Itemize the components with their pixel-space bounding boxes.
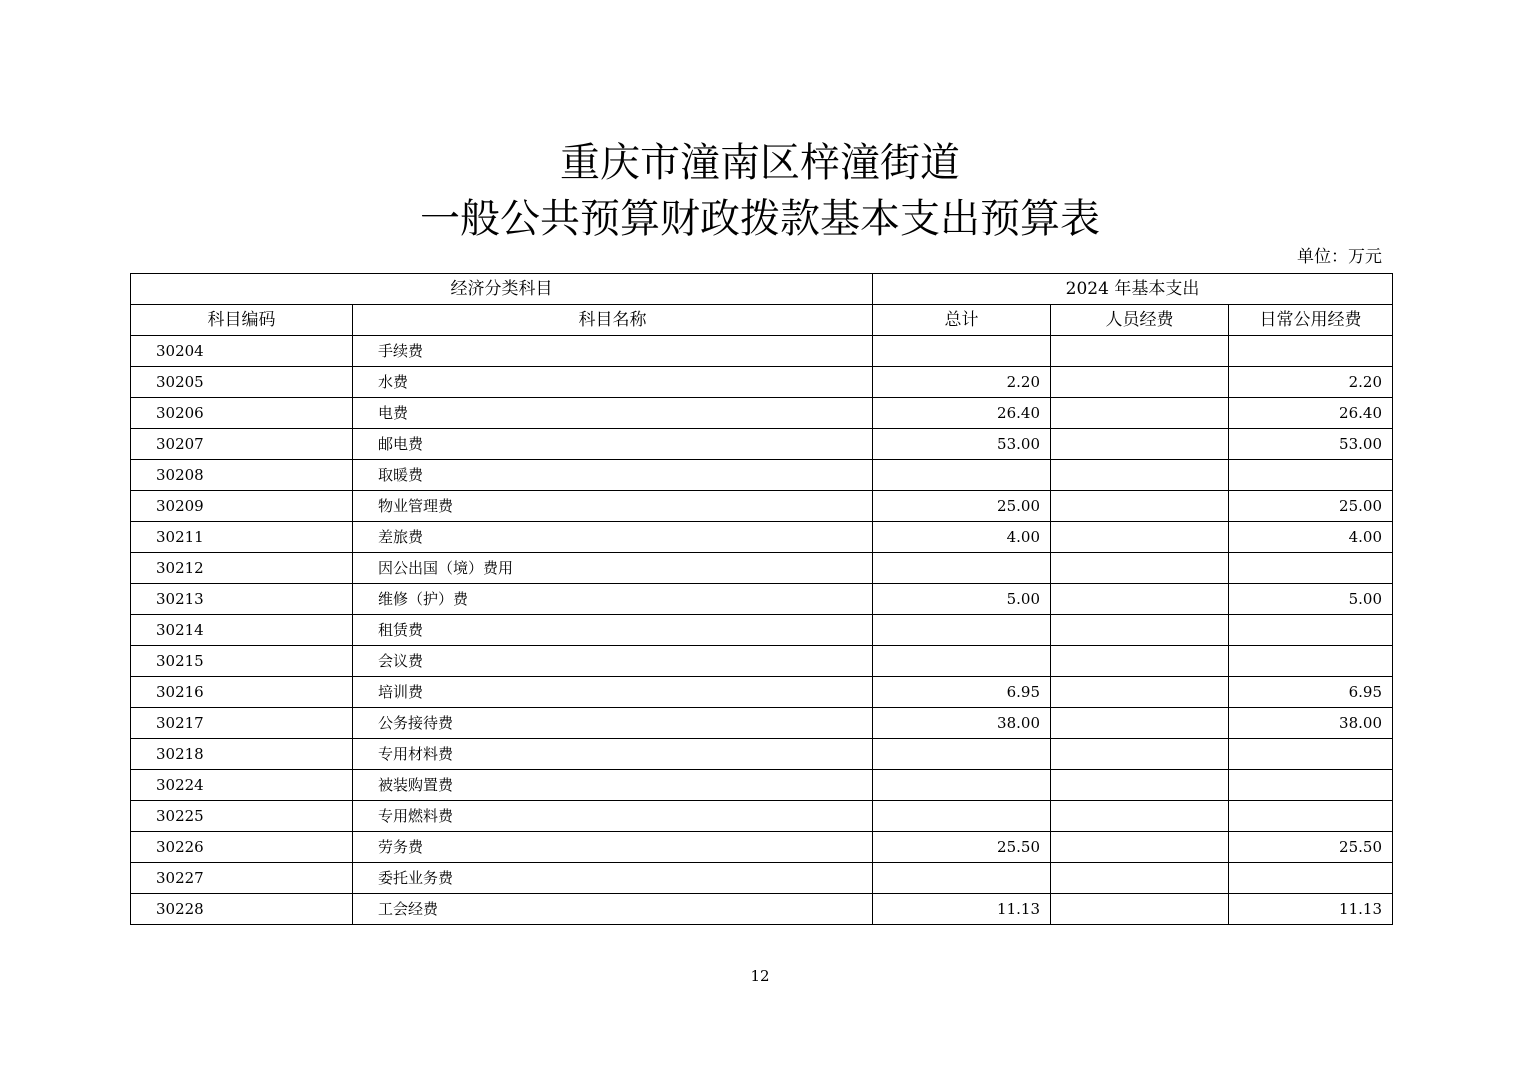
- cell-public: [1229, 615, 1393, 646]
- cell-total: 26.40: [873, 398, 1051, 429]
- cell-name: 被装购置费: [353, 770, 873, 801]
- cell-code: 30217: [131, 708, 353, 739]
- table-row: [131, 801, 1393, 832]
- cell-total: [873, 336, 1051, 367]
- header-public: 日常公用经费: [1229, 305, 1393, 336]
- table-row: [131, 615, 1393, 646]
- cell-personnel: [1051, 832, 1229, 863]
- cell-code: 30207: [131, 429, 353, 460]
- cell-total: [873, 863, 1051, 894]
- cell-public: 53.00: [1229, 429, 1393, 460]
- cell-name: 差旅费: [353, 522, 873, 553]
- table-row: [131, 367, 1393, 398]
- table-row: [131, 646, 1393, 677]
- cell-code: 30225: [131, 801, 353, 832]
- cell-personnel: [1051, 584, 1229, 615]
- header-name: 科目名称: [353, 305, 873, 336]
- cell-personnel: [1051, 429, 1229, 460]
- cell-code: 30213: [131, 584, 353, 615]
- unit-label: 单位：万元: [1297, 247, 1382, 267]
- cell-code: 30218: [131, 739, 353, 770]
- cell-code: 30215: [131, 646, 353, 677]
- cell-name: 委托业务费: [353, 863, 873, 894]
- cell-public: [1229, 863, 1393, 894]
- cell-personnel: [1051, 770, 1229, 801]
- cell-name: 专用材料费: [353, 739, 873, 770]
- cell-public: [1229, 336, 1393, 367]
- cell-total: [873, 739, 1051, 770]
- cell-name: 水费: [353, 367, 873, 398]
- cell-name: 邮电费: [353, 429, 873, 460]
- cell-code: 30224: [131, 770, 353, 801]
- cell-name: 因公出国（境）费用: [353, 553, 873, 584]
- cell-total: [873, 801, 1051, 832]
- cell-code: 30228: [131, 894, 353, 925]
- cell-public: 6.95: [1229, 677, 1393, 708]
- page-title-line1: 重庆市潼南区梓潼街道: [560, 140, 960, 186]
- cell-code: 30206: [131, 398, 353, 429]
- cell-code: 30216: [131, 677, 353, 708]
- cell-name: 手续费: [353, 336, 873, 367]
- cell-personnel: [1051, 894, 1229, 925]
- cell-total: [873, 770, 1051, 801]
- table-row: [131, 708, 1393, 739]
- cell-public: 11.13: [1229, 894, 1393, 925]
- cell-personnel: [1051, 863, 1229, 894]
- cell-personnel: [1051, 708, 1229, 739]
- cell-personnel: [1051, 677, 1229, 708]
- cell-personnel: [1051, 801, 1229, 832]
- cell-public: [1229, 646, 1393, 677]
- cell-total: 6.95: [873, 677, 1051, 708]
- table-row: [131, 832, 1393, 863]
- cell-total: [873, 646, 1051, 677]
- table-row: [131, 522, 1393, 553]
- cell-name: 维修（护）费: [353, 584, 873, 615]
- cell-total: 4.00: [873, 522, 1051, 553]
- table-row: [131, 894, 1393, 925]
- cell-personnel: [1051, 398, 1229, 429]
- table-row: [131, 677, 1393, 708]
- table-row: [131, 584, 1393, 615]
- cell-public: [1229, 553, 1393, 584]
- header-total: 总计: [873, 305, 1051, 336]
- cell-total: 53.00: [873, 429, 1051, 460]
- header-code: 科目编码: [131, 305, 353, 336]
- cell-code: 30211: [131, 522, 353, 553]
- cell-name: 物业管理费: [353, 491, 873, 522]
- cell-code: 30226: [131, 832, 353, 863]
- cell-code: 30212: [131, 553, 353, 584]
- cell-name: 培训费: [353, 677, 873, 708]
- cell-name: 工会经费: [353, 894, 873, 925]
- cell-personnel: [1051, 367, 1229, 398]
- cell-public: [1229, 739, 1393, 770]
- page-title-line2: 一般公共预算财政拨款基本支出预算表: [420, 196, 1100, 242]
- group-header-row: [131, 274, 1393, 305]
- page-number: 12: [750, 967, 770, 985]
- cell-public: [1229, 801, 1393, 832]
- header-year-basic-expenditure: 2024 年基本支出: [873, 274, 1393, 305]
- cell-total: 38.00: [873, 708, 1051, 739]
- cell-public: 2.20: [1229, 367, 1393, 398]
- cell-personnel: [1051, 553, 1229, 584]
- cell-personnel: [1051, 460, 1229, 491]
- cell-name: 专用燃料费: [353, 801, 873, 832]
- cell-public: 4.00: [1229, 522, 1393, 553]
- table-row: [131, 491, 1393, 522]
- cell-code: 30209: [131, 491, 353, 522]
- header-personnel: 人员经费: [1051, 305, 1229, 336]
- cell-public: [1229, 460, 1393, 491]
- cell-personnel: [1051, 491, 1229, 522]
- cell-personnel: [1051, 739, 1229, 770]
- table-row: [131, 460, 1393, 491]
- table-row: [131, 770, 1393, 801]
- cell-personnel: [1051, 336, 1229, 367]
- table-row: [131, 863, 1393, 894]
- cell-total: 25.00: [873, 491, 1051, 522]
- cell-total: [873, 553, 1051, 584]
- cell-public: 38.00: [1229, 708, 1393, 739]
- cell-total: 11.13: [873, 894, 1051, 925]
- cell-name: 公务接待费: [353, 708, 873, 739]
- cell-total: [873, 615, 1051, 646]
- cell-public: 26.40: [1229, 398, 1393, 429]
- cell-code: 30214: [131, 615, 353, 646]
- cell-personnel: [1051, 615, 1229, 646]
- cell-name: 租赁费: [353, 615, 873, 646]
- table-row: [131, 553, 1393, 584]
- cell-public: 5.00: [1229, 584, 1393, 615]
- cell-total: 2.20: [873, 367, 1051, 398]
- table-row: [131, 336, 1393, 367]
- table-body: [131, 336, 1393, 925]
- table-row: [131, 739, 1393, 770]
- cell-code: 30227: [131, 863, 353, 894]
- header-econ-category: 经济分类科目: [131, 274, 873, 305]
- cell-code: 30208: [131, 460, 353, 491]
- cell-name: 电费: [353, 398, 873, 429]
- cell-code: 30205: [131, 367, 353, 398]
- cell-code: 30204: [131, 336, 353, 367]
- cell-name: 劳务费: [353, 832, 873, 863]
- cell-public: 25.00: [1229, 491, 1393, 522]
- cell-name: 取暖费: [353, 460, 873, 491]
- column-header-row: [131, 305, 1393, 336]
- cell-total: 25.50: [873, 832, 1051, 863]
- table-row: [131, 398, 1393, 429]
- cell-name: 会议费: [353, 646, 873, 677]
- cell-total: 5.00: [873, 584, 1051, 615]
- table-row: [131, 429, 1393, 460]
- cell-personnel: [1051, 522, 1229, 553]
- budget-table: [130, 273, 1393, 925]
- cell-personnel: [1051, 646, 1229, 677]
- cell-public: 25.50: [1229, 832, 1393, 863]
- cell-total: [873, 460, 1051, 491]
- cell-public: [1229, 770, 1393, 801]
